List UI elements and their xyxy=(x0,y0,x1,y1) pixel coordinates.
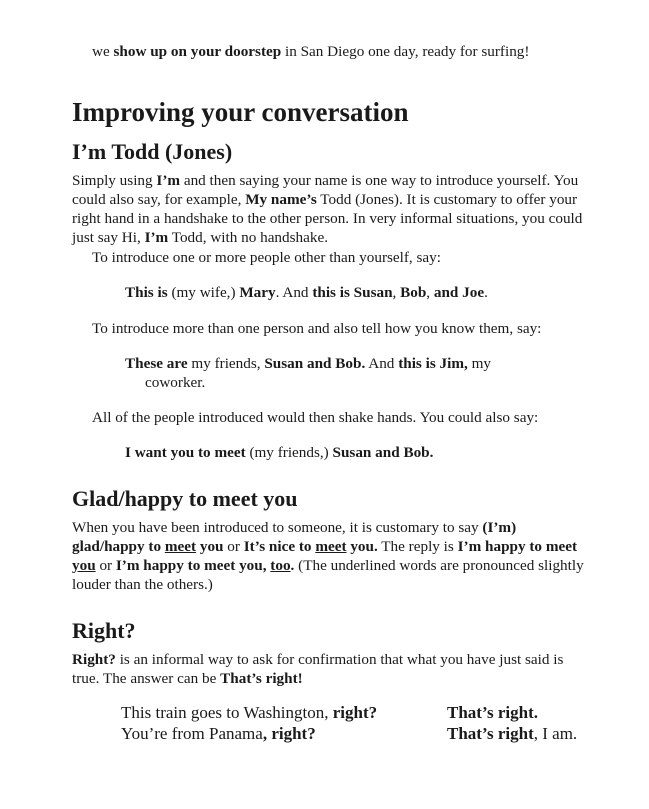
example-text: And xyxy=(365,355,399,372)
example-bold: These are xyxy=(125,355,188,372)
intro-text-end: in San Diego one day, ready for surfing! xyxy=(281,43,530,60)
todd-para-text: Todd (Jones). It is customary to offer your right hand in a handshake to the other person. In very informal situations, you could just say Hi, xyxy=(72,191,583,246)
example-sentence-3 xyxy=(125,443,545,462)
example-sentence-2 xyxy=(125,354,545,392)
todd-para-text: Simply using xyxy=(72,172,157,189)
section-heading-right: Right? xyxy=(72,618,136,643)
example-bold: Susan and Bob. xyxy=(332,444,434,461)
dialog-question-bold: right? xyxy=(332,703,378,722)
todd-instruction-2: To introduce more than one person and also tell how you know them, say: xyxy=(92,320,542,337)
dialog-question-1 xyxy=(121,702,377,723)
example-bold: this is Jim, xyxy=(398,355,468,372)
glad-para-bold: I’m happy to meet you, xyxy=(115,557,271,574)
todd-para-text: Todd, with no handshake. xyxy=(168,229,328,246)
todd-para-text: and then saying your name is one way to introduce yourself. You could also say, for example, xyxy=(72,172,579,208)
glad-para-text: (The underlined words are pronounced slightly louder than the others.) xyxy=(72,557,584,593)
intro-text: we xyxy=(92,43,114,60)
example-text: , xyxy=(392,284,401,301)
example-bold: This is xyxy=(125,284,168,301)
glad-para-text: When you have been introduced to someone, it is customary to say xyxy=(72,519,483,536)
glad-para-underlined: you xyxy=(72,557,96,574)
example-bold: Mary xyxy=(239,284,276,301)
right-para-bold: That’s right! xyxy=(220,670,303,687)
example-text: my friends, xyxy=(187,355,265,372)
intro-sentence xyxy=(92,42,632,61)
example-bold: this is Susan xyxy=(312,284,393,301)
todd-instruction-1: To introduce one or more people other than yourself, say: xyxy=(92,249,441,266)
dialog-question-2 xyxy=(121,723,316,744)
example-bold: I want you to meet xyxy=(125,444,246,461)
glad-para-text: or xyxy=(223,538,244,555)
glad-para-underlined: meet xyxy=(164,538,197,555)
glad-para-bold: you. xyxy=(346,538,378,555)
dialog-answer-bold: That’s right xyxy=(447,724,534,743)
example-text: (my wife,) xyxy=(167,284,240,301)
dialog-question-bold: , right? xyxy=(262,724,316,743)
right-para-bold: Right? xyxy=(72,651,116,668)
example-bold: Susan and Bob. xyxy=(264,355,366,372)
dialog-question-text: This train goes to Washington, xyxy=(121,703,333,722)
glad-para-text: or xyxy=(95,557,116,574)
right-para-text: is an informal way to ask for confirmation that what you have just said is true. The answer can be xyxy=(72,651,564,687)
example-continuation: coworker. xyxy=(145,374,206,391)
intro-bold-phrase: show up on your doorstep xyxy=(113,43,282,60)
glad-para-bold: . xyxy=(290,557,295,574)
dialog-answer-2 xyxy=(447,723,577,744)
example-sentence-1 xyxy=(125,283,545,302)
dialog-question-text: You’re from Panama xyxy=(121,724,263,743)
example-text: my xyxy=(467,355,492,372)
glad-paragraph xyxy=(72,518,587,594)
glad-para-bold: I’m happy to meet xyxy=(457,538,578,555)
example-text: (my friends,) xyxy=(245,444,333,461)
glad-para-bold: you xyxy=(196,538,224,555)
example-line xyxy=(125,354,545,373)
right-paragraph xyxy=(72,650,587,688)
example-bold: and Joe xyxy=(433,284,485,301)
example-text: , xyxy=(426,284,434,301)
glad-para-text: The reply is xyxy=(377,538,458,555)
example-text: . And xyxy=(275,284,313,301)
dialog-answer-1 xyxy=(447,702,538,723)
glad-para-bold: It’s nice to xyxy=(243,538,316,555)
todd-para-bold: I’m xyxy=(144,229,169,246)
todd-instruction-3: All of the people introduced would then shake hands. You could also say: xyxy=(92,409,539,426)
glad-para-underlined: too xyxy=(270,557,291,574)
section-heading-todd: I’m Todd (Jones) xyxy=(72,139,233,164)
glad-para-bold: (I’m) glad/happy to xyxy=(72,519,517,555)
main-heading: Improving your conversation xyxy=(72,97,409,127)
example-text: . xyxy=(484,284,488,301)
example-bold: Bob xyxy=(400,284,427,301)
glad-para-underlined: meet xyxy=(315,538,347,555)
dialog-answer-text: , I am. xyxy=(533,724,578,743)
todd-para-bold: I’m xyxy=(156,172,181,189)
todd-paragraph xyxy=(72,171,587,247)
todd-para-bold: My name’s xyxy=(245,191,317,208)
dialog-answer-bold: That’s right. xyxy=(447,703,538,722)
section-heading-glad: Glad/happy to meet you xyxy=(72,486,298,511)
